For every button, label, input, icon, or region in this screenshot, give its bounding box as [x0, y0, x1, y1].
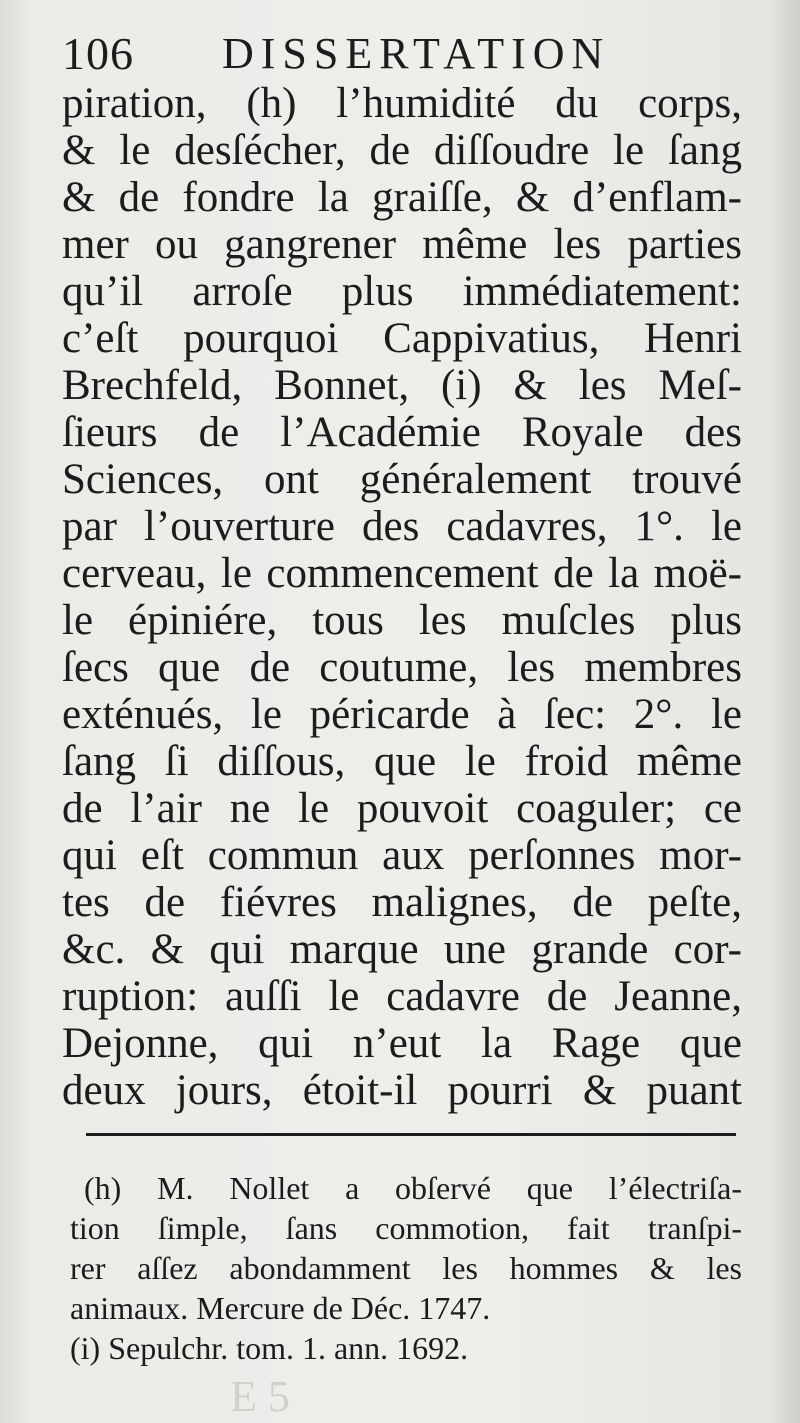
- text-line: par l’ouverture des cadavres, 1°. le: [62, 503, 742, 550]
- bleed-through-text: E 5: [230, 1372, 290, 1421]
- text-line: de l’air ne le pouvoit coaguler; ce: [62, 785, 742, 832]
- text-line: mer ou gangrener même les parties: [62, 221, 742, 268]
- body-text: [62, 80, 742, 1114]
- footnote-line: tion ſimple, ſans commotion, fait tranſpi-: [70, 1210, 742, 1246]
- text-line: ruption: auſſi le cadavre de Jeanne,: [62, 973, 742, 1020]
- footnote-line: animaux. Mercure de Déc. 1747.: [70, 1290, 491, 1326]
- footnotes: [70, 1168, 742, 1368]
- text-line: & de fondre la graiſſe, & d’enflam-: [62, 174, 742, 221]
- text-line: piration, (h) l’humidité du corps,: [62, 80, 742, 127]
- text-line: le épiniére, tous les muſcles plus: [62, 597, 742, 644]
- text-line: ſieurs de l’Académie Royale des: [62, 409, 742, 456]
- footnote-line: (h) M. Nollet a obſervé que l’électriſa-: [84, 1170, 742, 1206]
- page-header: [62, 24, 742, 84]
- text-line: &c. & qui marque une grande cor-: [62, 926, 742, 973]
- text-line: ſang ſi diſſous, que le froid même: [62, 738, 742, 785]
- running-head: DISSERTATION: [222, 29, 611, 78]
- text-line: & le desſécher, de diſſoudre le ſang: [62, 127, 742, 174]
- text-line: Brechfeld, Bonnet, (i) & les Meſ-: [62, 362, 742, 409]
- footnote-line: (i) Sepulchr. tom. 1. ann. 1692.: [70, 1330, 469, 1366]
- text-line: cerveau, le commencement de la moë-: [62, 550, 742, 597]
- text-line: ſecs que de coutume, les membres: [62, 644, 742, 691]
- footnote-rule: [86, 1133, 736, 1136]
- text-line: qui eſt commun aux perſonnes mor-: [62, 832, 742, 879]
- page-number: 106: [62, 28, 134, 79]
- text-line: deux jours, étoit-il pourri & puant: [62, 1067, 742, 1114]
- text-line: Sciences, ont généralement trouvé: [62, 456, 742, 503]
- text-line: qu’il arroſe plus immédiatement:: [62, 268, 742, 315]
- text-line: exténués, le péricarde à ſec: 2°. le: [62, 691, 742, 738]
- text-line: c’eſt pourquoi Cappivatius, Henri: [62, 315, 742, 362]
- text-line: Dejonne, qui n’eut la Rage que: [62, 1020, 742, 1067]
- footnote-line: rer aſſez abondamment les hommes & les: [70, 1250, 742, 1286]
- text-line: tes de fiévres malignes, de peſte,: [62, 879, 742, 926]
